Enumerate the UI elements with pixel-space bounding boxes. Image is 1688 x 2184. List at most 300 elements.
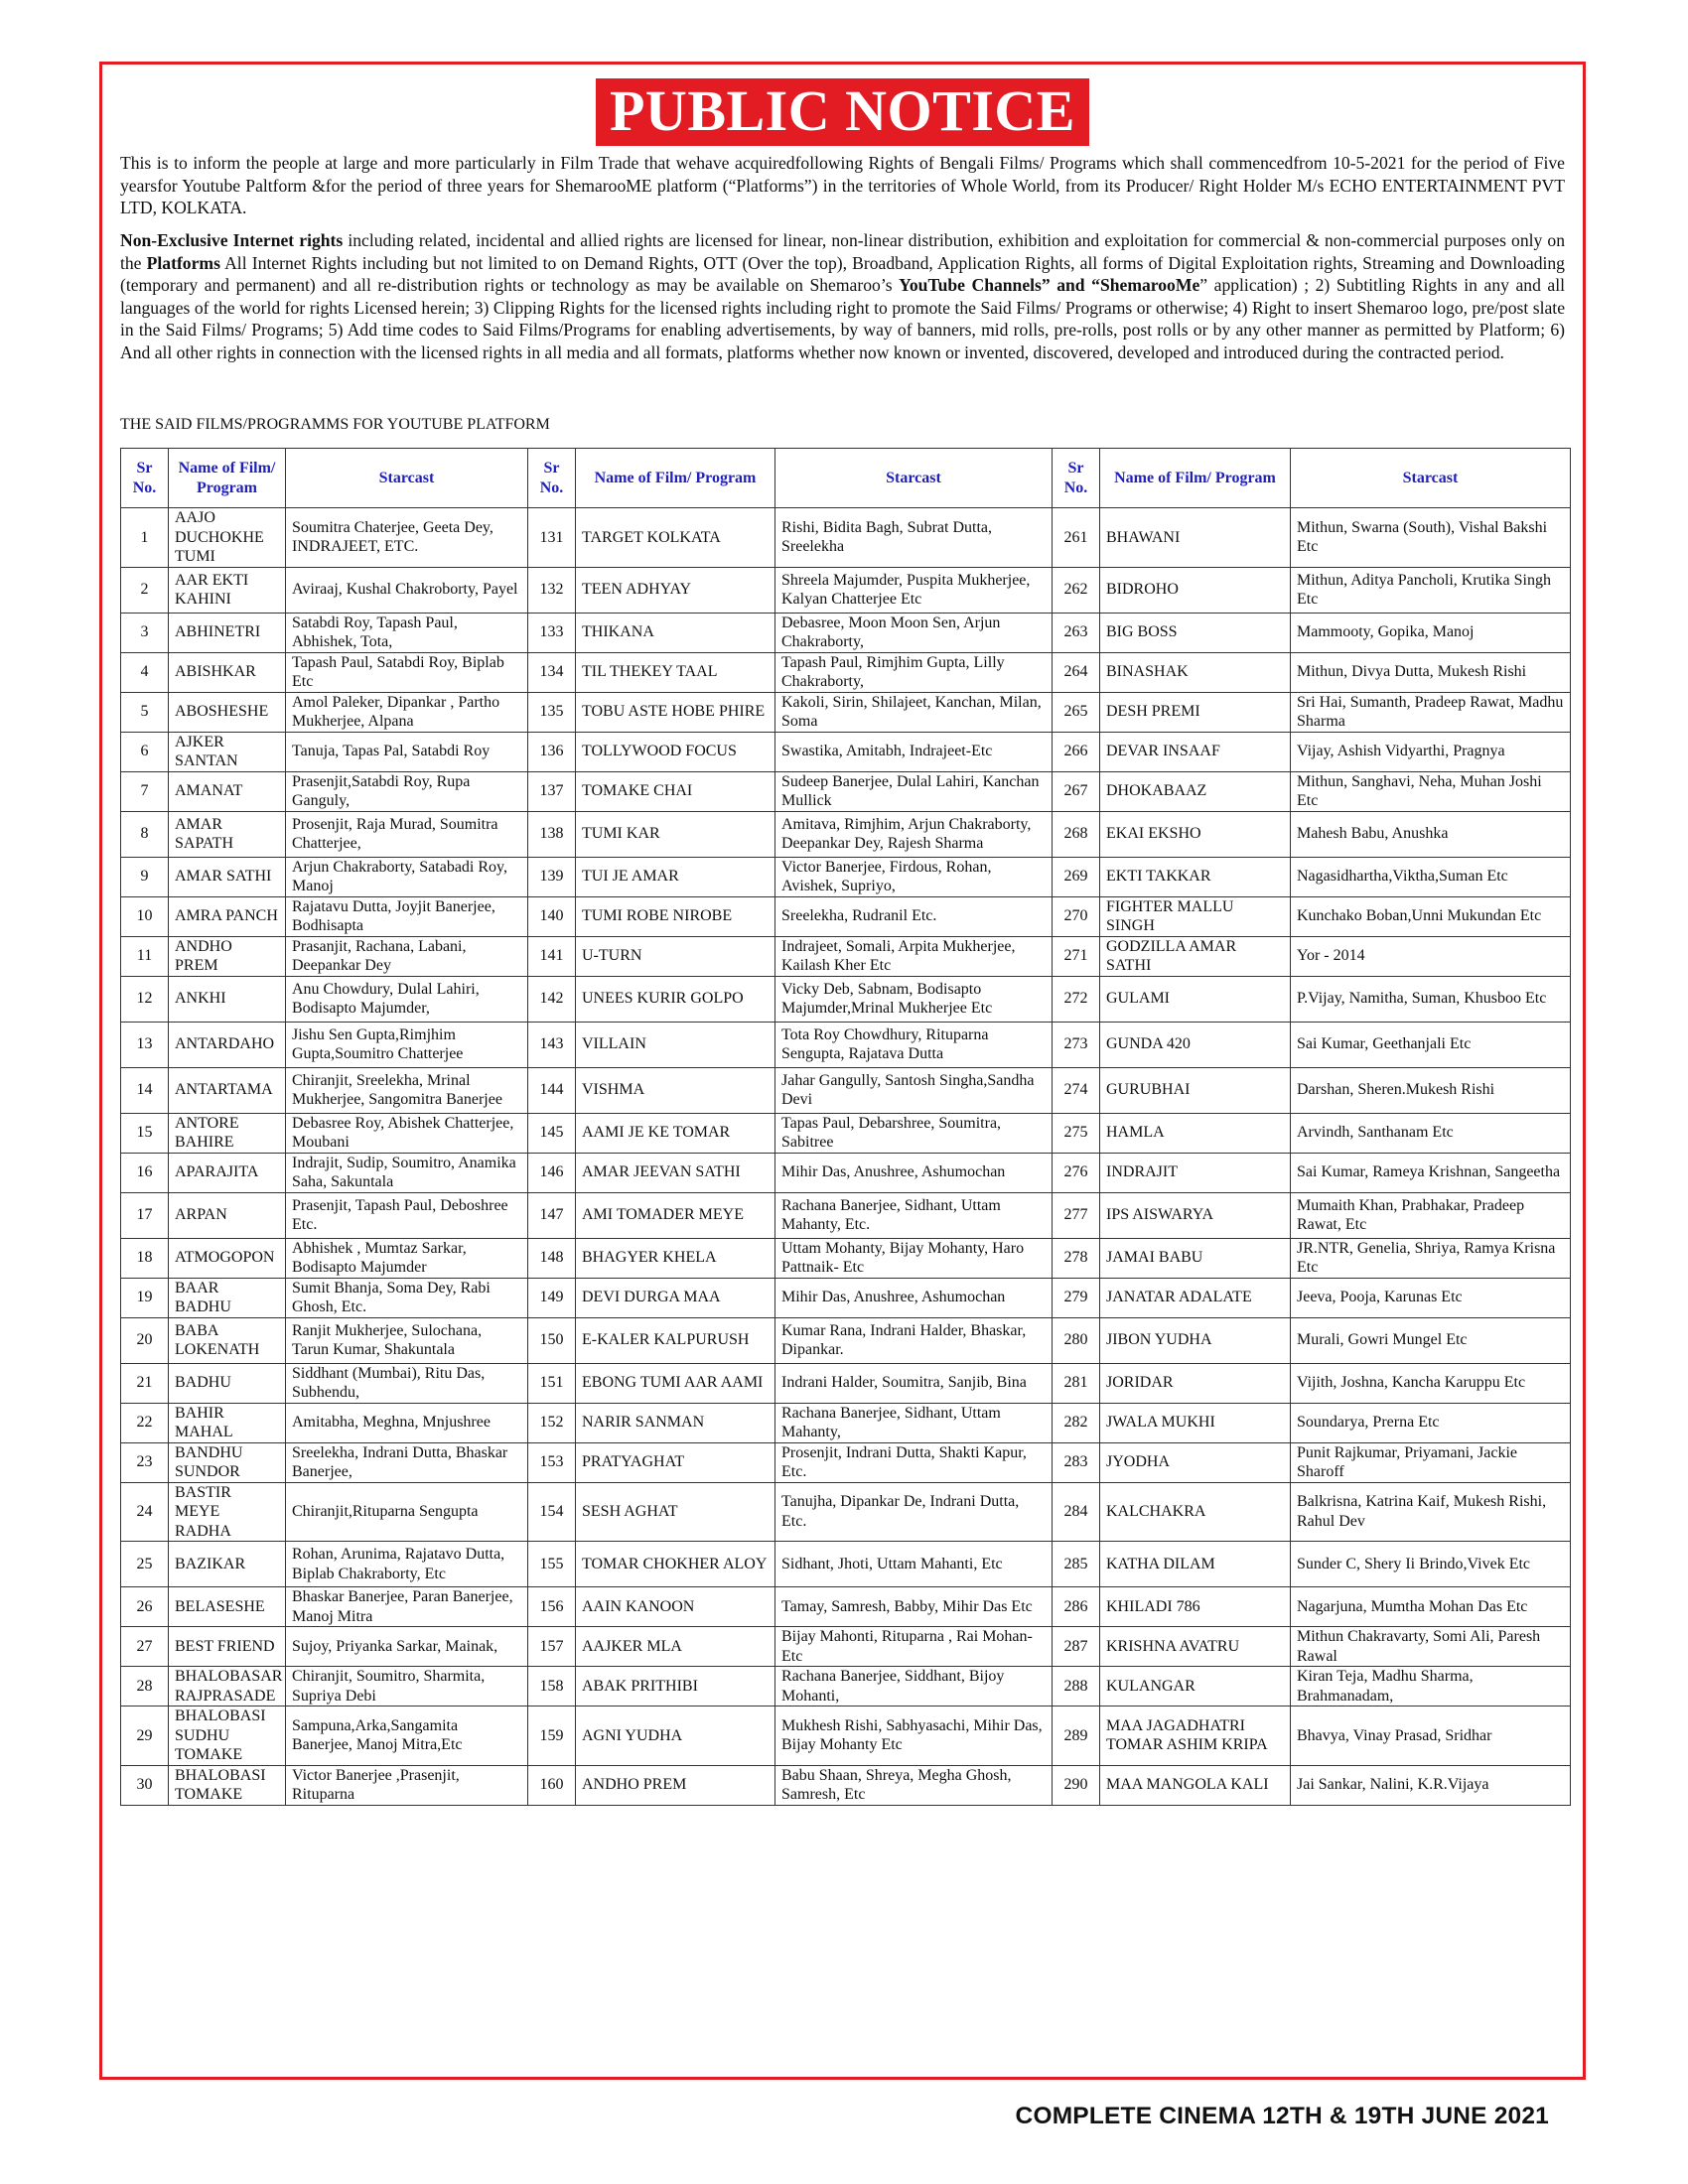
cell-starcast: Mithun Chakravarty, Somi Ali, Paresh Rawal: [1291, 1627, 1571, 1667]
cell-film-name: TUI JE AMAR: [576, 857, 775, 896]
cell-film-name: EBONG TUMI AAR AAMI: [576, 1363, 775, 1403]
cell-starcast: Shreela Majumder, Puspita Mukherjee, Kalyan Chatterjee Etc: [775, 567, 1053, 613]
cell-starcast: Amitava, Rimjhim, Arjun Chakraborty, Deepankar Dey, Rajesh Sharma: [775, 811, 1053, 857]
cell-sr-no: 270: [1053, 896, 1100, 936]
cell-film-name: KATHA DILAM: [1100, 1542, 1291, 1587]
cell-film-name: APARAJITA: [169, 1153, 286, 1192]
cell-starcast: Rajatavu Dutta, Joyjit Banerjee, Bodhisapta: [286, 896, 528, 936]
cell-film-name: TEEN ADHYAY: [576, 567, 775, 613]
table-row: [121, 508, 1571, 568]
cell-starcast: Mithun, Divya Dutta, Mukesh Rishi: [1291, 652, 1571, 692]
cell-starcast: Kunchako Boban,Unni Mukundan Etc: [1291, 896, 1571, 936]
cell-starcast: Sumit Bhanja, Soma Dey, Rabi Ghosh, Etc.: [286, 1278, 528, 1317]
cell-starcast: Prasenjit,Satabdi Roy, Rupa Ganguly,: [286, 771, 528, 811]
cell-film-name: AAMI JE KE TOMAR: [576, 1113, 775, 1153]
table-row: [121, 976, 1571, 1022]
cell-starcast: Nagasidhartha,Viktha,Suman Etc: [1291, 857, 1571, 896]
cell-starcast: Jeeva, Pooja, Karunas Etc: [1291, 1278, 1571, 1317]
cell-starcast: Prosenjit, Raja Murad, Soumitra Chatterjee,: [286, 811, 528, 857]
cell-film-name: BHAWANI: [1100, 508, 1291, 568]
cell-film-name: VISHMA: [576, 1067, 775, 1113]
cell-sr-no: 2: [121, 567, 169, 613]
cell-starcast: JR.NTR, Genelia, Shriya, Ramya Krisna Etc: [1291, 1238, 1571, 1278]
table-row: [121, 1482, 1571, 1542]
rights-text-1: including related, incidental and allied rights are licensed for linear, non-linear distribution, exhibition and exploitation for commercial & non-commercial purposes only on the: [120, 230, 1565, 273]
cell-sr-no: 134: [528, 652, 576, 692]
cell-starcast: Mumaith Khan, Prabhakar, Pradeep Rawat, Etc: [1291, 1192, 1571, 1238]
table-row: [121, 811, 1571, 857]
rights-text-2: All Internet Rights including but not limited to on Demand Rights, OTT (Over the top), Broadband, Application Rights, all forms of Digital Exploitation rights, Streaming and Downloading (temporary and permanent) and all re-distribution rights or technology as may be available on Shemaroo’s: [120, 252, 1565, 296]
cell-sr-no: 5: [121, 692, 169, 732]
cell-starcast: Mukhesh Rishi, Sabhyasachi, Mihir Das, Bijay Mohanty Etc: [775, 1706, 1053, 1766]
film-table: [120, 448, 1571, 1806]
cell-film-name: KHILADI 786: [1100, 1587, 1291, 1627]
cell-film-name: DHOKABAAZ: [1100, 771, 1291, 811]
cell-sr-no: 23: [121, 1442, 169, 1482]
cell-starcast: Punit Rajkumar, Priyamani, Jackie Sharoff: [1291, 1442, 1571, 1482]
cell-sr-no: 131: [528, 508, 576, 568]
cell-sr-no: 261: [1053, 508, 1100, 568]
cell-sr-no: 154: [528, 1482, 576, 1542]
table-row: [121, 1022, 1571, 1067]
cell-starcast: Sai Kumar, Geethanjali Etc: [1291, 1022, 1571, 1067]
cell-film-name: BINASHAK: [1100, 652, 1291, 692]
cell-sr-no: 25: [121, 1542, 169, 1587]
cell-sr-no: 8: [121, 811, 169, 857]
cell-starcast: Sampuna,Arka,Sangamita Banerjee, Manoj Mitra,Etc: [286, 1706, 528, 1766]
cell-film-name: ABOSHESHE: [169, 692, 286, 732]
cell-sr-no: 9: [121, 857, 169, 896]
cell-starcast: Mithun, Sanghavi, Neha, Muhan Joshi Etc: [1291, 771, 1571, 811]
cell-sr-no: 27: [121, 1627, 169, 1667]
cell-sr-no: 19: [121, 1278, 169, 1317]
cell-sr-no: 22: [121, 1403, 169, 1442]
cell-sr-no: 145: [528, 1113, 576, 1153]
cell-starcast: Sreelekha, Indrani Dutta, Bhaskar Banerjee,: [286, 1442, 528, 1482]
cell-starcast: Balkrisna, Katrina Kaif, Mukesh Rishi, Rahul Dev: [1291, 1482, 1571, 1542]
cell-film-name: ABHINETRI: [169, 613, 286, 652]
cell-film-name: U-TURN: [576, 936, 775, 976]
table-row: [121, 896, 1571, 936]
cell-sr-no: 285: [1053, 1542, 1100, 1587]
cell-film-name: EKAI EKSHO: [1100, 811, 1291, 857]
cell-starcast: Kiran Teja, Madhu Sharma, Brahmanadam,: [1291, 1667, 1571, 1706]
cell-starcast: Prasanjit, Rachana, Labani, Deepankar Dey: [286, 936, 528, 976]
cell-film-name: UNEES KURIR GOLPO: [576, 976, 775, 1022]
cell-starcast: Victor Banerjee ,Prasenjit, Rituparna: [286, 1765, 528, 1805]
cell-film-name: AMI TOMADER MEYE: [576, 1192, 775, 1238]
rights-text-3: ” application) ; 2) Subtitling Rights in any and all languages of the world for rights Licensed herein; 3) Clipping Rights for the licensed rights including right to promote the Said Films/ Programs or otherwise; 4) Right to insert Shemaroo logo, pre/post slate in the Said Films/ Programs; 5) Add time codes to Said Films/Programs for enabling advertisements, by way of banners, mid rolls, pre-rolls, post rolls or by any other manner as permitted by Platform; 6) And all other rights in connection with the licensed rights in all media and all formats, platforms whether now known or invented, discovered, developed and introduced during the contracted period.: [120, 275, 1565, 362]
cell-starcast: Darshan, Sheren.Mukesh Rishi: [1291, 1067, 1571, 1113]
cell-starcast: Indrajeet, Somali, Arpita Mukherjee, Kailash Kher Etc: [775, 936, 1053, 976]
cell-film-name: HAMLA: [1100, 1113, 1291, 1153]
cell-film-name: BHALOBASAR RAJPRASADE: [169, 1667, 286, 1706]
rights-bold-3: YouTube Channels” and “ShemarooMe: [899, 275, 1200, 296]
cell-starcast: Chiranjit,Rituparna Sengupta: [286, 1482, 528, 1542]
cell-film-name: BANDHU SUNDOR: [169, 1442, 286, 1482]
cell-sr-no: 29: [121, 1706, 169, 1766]
header-film-name: Name of Film/ Program: [169, 449, 286, 508]
table-row: [121, 1278, 1571, 1317]
cell-film-name: BHALOBASI SUDHU TOMAKE: [169, 1706, 286, 1766]
cell-starcast: Indrajit, Sudip, Soumitro, Anamika Saha, Sakuntala: [286, 1153, 528, 1192]
intro-paragraph: This is to inform the people at large and more particularly in Film Trade that wehave acquiredfollowing Rights of Bengali Films/ Programs which shall commencedfrom 10-5-2021 for the period of Five yearsfor Youtube Paltform &for the period of three years for ShemarooME platform (“Platforms”) in the territories of Whole World, from its Producer/ Right Holder M/s ECHO ENTERTAINMENT PVT LTD, KOLKATA.: [120, 153, 1565, 218]
cell-starcast: Arvindh, Santhanam Etc: [1291, 1113, 1571, 1153]
cell-film-name: AMAR SATHI: [169, 857, 286, 896]
cell-starcast: Rishi, Bidita Bagh, Subrat Dutta, Sreelekha: [775, 508, 1053, 568]
cell-film-name: TUMI KAR: [576, 811, 775, 857]
cell-sr-no: 151: [528, 1363, 576, 1403]
cell-sr-no: 141: [528, 936, 576, 976]
cell-starcast: Tamay, Samresh, Babby, Mihir Das Etc: [775, 1587, 1053, 1627]
cell-sr-no: 26: [121, 1587, 169, 1627]
cell-sr-no: 290: [1053, 1765, 1100, 1805]
cell-starcast: Vicky Deb, Sabnam, Bodisapto Majumder,Mrinal Mukherjee Etc: [775, 976, 1053, 1022]
cell-starcast: Tapas Paul, Debarshree, Soumitra, Sabitree: [775, 1113, 1053, 1153]
cell-sr-no: 15: [121, 1113, 169, 1153]
cell-film-name: E-KALER KALPURUSH: [576, 1317, 775, 1363]
notice-frame: [99, 62, 1586, 2080]
cell-sr-no: 159: [528, 1706, 576, 1766]
cell-film-name: BAHIR MAHAL: [169, 1403, 286, 1442]
cell-sr-no: 142: [528, 976, 576, 1022]
cell-sr-no: 269: [1053, 857, 1100, 896]
cell-starcast: Debasree Roy, Abishek Chatterjee, Moubani: [286, 1113, 528, 1153]
cell-sr-no: 137: [528, 771, 576, 811]
cell-starcast: P.Vijay, Namitha, Suman, Khusboo Etc: [1291, 976, 1571, 1022]
cell-sr-no: 278: [1053, 1238, 1100, 1278]
cell-starcast: Tota Roy Chowdhury, Rituparna Sengupta, Rajatava Dutta: [775, 1022, 1053, 1067]
cell-starcast: Soundarya, Prerna Etc: [1291, 1403, 1571, 1442]
cell-film-name: IPS AISWARYA: [1100, 1192, 1291, 1238]
cell-starcast: Mihir Das, Anushree, Ashumochan: [775, 1153, 1053, 1192]
cell-sr-no: 132: [528, 567, 576, 613]
cell-sr-no: 4: [121, 652, 169, 692]
cell-film-name: BHAGYER KHELA: [576, 1238, 775, 1278]
cell-sr-no: 21: [121, 1363, 169, 1403]
cell-sr-no: 11: [121, 936, 169, 976]
cell-film-name: ANTORE BAHIRE: [169, 1113, 286, 1153]
cell-starcast: Tapash Paul, Rimjhim Gupta, Lilly Chakraborty,: [775, 652, 1053, 692]
cell-film-name: ANKHI: [169, 976, 286, 1022]
cell-film-name: BHALOBASI TOMAKE: [169, 1765, 286, 1805]
header-sr-no: Sr No.: [121, 449, 169, 508]
header-starcast: Starcast: [1291, 449, 1571, 508]
table-row: [121, 1667, 1571, 1706]
cell-sr-no: 152: [528, 1403, 576, 1442]
cell-starcast: Abhishek , Mumtaz Sarkar, Bodisapto Majumder: [286, 1238, 528, 1278]
cell-starcast: Sai Kumar, Rameya Krishnan, Sangeetha: [1291, 1153, 1571, 1192]
cell-starcast: Yor - 2014: [1291, 936, 1571, 976]
cell-sr-no: 150: [528, 1317, 576, 1363]
cell-film-name: KRISHNA AVATRU: [1100, 1627, 1291, 1667]
cell-film-name: DESH PREMI: [1100, 692, 1291, 732]
cell-sr-no: 156: [528, 1587, 576, 1627]
cell-sr-no: 268: [1053, 811, 1100, 857]
cell-starcast: Debasree, Moon Moon Sen, Arjun Chakraborty,: [775, 613, 1053, 652]
cell-film-name: TOLLYWOOD FOCUS: [576, 732, 775, 771]
cell-sr-no: 1: [121, 508, 169, 568]
table-row: [121, 1627, 1571, 1667]
cell-starcast: Prasenjit, Tapash Paul, Deboshree Etc.: [286, 1192, 528, 1238]
cell-film-name: KULANGAR: [1100, 1667, 1291, 1706]
cell-starcast: Kumar Rana, Indrani Halder, Bhaskar, Dipankar.: [775, 1317, 1053, 1363]
cell-starcast: Sri Hai, Sumanth, Pradeep Rawat, Madhu Sharma: [1291, 692, 1571, 732]
cell-film-name: AMAR SAPATH: [169, 811, 286, 857]
cell-film-name: GURUBHAI: [1100, 1067, 1291, 1113]
cell-sr-no: 30: [121, 1765, 169, 1805]
cell-film-name: TOMAR CHOKHER ALOY: [576, 1542, 775, 1587]
cell-film-name: ANTARTAMA: [169, 1067, 286, 1113]
cell-sr-no: 277: [1053, 1192, 1100, 1238]
header-starcast: Starcast: [775, 449, 1053, 508]
cell-sr-no: 135: [528, 692, 576, 732]
cell-sr-no: 158: [528, 1667, 576, 1706]
cell-sr-no: 3: [121, 613, 169, 652]
cell-film-name: BEST FRIEND: [169, 1627, 286, 1667]
cell-starcast: Mammooty, Gopika, Manoj: [1291, 613, 1571, 652]
cell-starcast: Bijay Mahonti, Rituparna , Rai Mohan-Etc: [775, 1627, 1053, 1667]
table-row: [121, 1587, 1571, 1627]
cell-sr-no: 160: [528, 1765, 576, 1805]
cell-film-name: AAJKER MLA: [576, 1627, 775, 1667]
cell-starcast: Anu Chowdury, Dulal Lahiri, Bodisapto Majumder,: [286, 976, 528, 1022]
cell-starcast: Sreelekha, Rudranil Etc.: [775, 896, 1053, 936]
cell-sr-no: 289: [1053, 1706, 1100, 1766]
table-header-row: [121, 449, 1571, 508]
cell-film-name: JIBON YUDHA: [1100, 1317, 1291, 1363]
cell-film-name: DEVI DURGA MAA: [576, 1278, 775, 1317]
cell-starcast: Nagarjuna, Mumtha Mohan Das Etc: [1291, 1587, 1571, 1627]
cell-sr-no: 144: [528, 1067, 576, 1113]
cell-film-name: AGNI YUDHA: [576, 1706, 775, 1766]
cell-starcast: Bhaskar Banerjee, Paran Banerjee, Manoj Mitra: [286, 1587, 528, 1627]
cell-starcast: Babu Shaan, Shreya, Megha Ghosh, Samresh, Etc: [775, 1765, 1053, 1805]
cell-film-name: BIDROHO: [1100, 567, 1291, 613]
cell-film-name: ABISHKAR: [169, 652, 286, 692]
cell-sr-no: 13: [121, 1022, 169, 1067]
cell-starcast: Chiranjit, Sreelekha, Mrinal Mukherjee, Sangomitra Banerjee: [286, 1067, 528, 1113]
table-row: [121, 1238, 1571, 1278]
cell-film-name: SESH AGHAT: [576, 1482, 775, 1542]
cell-sr-no: 275: [1053, 1113, 1100, 1153]
cell-film-name: ABAK PRITHIBI: [576, 1667, 775, 1706]
cell-film-name: BADHU: [169, 1363, 286, 1403]
cell-sr-no: 149: [528, 1278, 576, 1317]
cell-sr-no: 286: [1053, 1587, 1100, 1627]
cell-starcast: Rachana Banerjee, Sidhant, Uttam Mahanty, Etc.: [775, 1192, 1053, 1238]
cell-film-name: AMRA PANCH: [169, 896, 286, 936]
cell-starcast: Soumitra Chaterjee, Geeta Dey, INDRAJEET, ETC.: [286, 508, 528, 568]
table-row: [121, 567, 1571, 613]
cell-film-name: AAR EKTI KAHINI: [169, 567, 286, 613]
cell-film-name: ATMOGOPON: [169, 1238, 286, 1278]
cell-starcast: Swastika, Amitabh, Indrajeet-Etc: [775, 732, 1053, 771]
cell-sr-no: 6: [121, 732, 169, 771]
cell-film-name: TIL THEKEY TAAL: [576, 652, 775, 692]
cell-sr-no: 279: [1053, 1278, 1100, 1317]
table-row: [121, 1706, 1571, 1766]
cell-sr-no: 140: [528, 896, 576, 936]
cell-film-name: BAZIKAR: [169, 1542, 286, 1587]
cell-starcast: Victor Banerjee, Firdous, Rohan, Avishek, Supriyo,: [775, 857, 1053, 896]
cell-starcast: Mihir Das, Anushree, Ashumochan: [775, 1278, 1053, 1317]
cell-film-name: JANATAR ADALATE: [1100, 1278, 1291, 1317]
cell-film-name: FIGHTER MALLU SINGH: [1100, 896, 1291, 936]
cell-starcast: Jai Sankar, Nalini, K.R.Vijaya: [1291, 1765, 1571, 1805]
table-row: [121, 652, 1571, 692]
header-film-name: Name of Film/ Program: [576, 449, 775, 508]
cell-sr-no: 20: [121, 1317, 169, 1363]
table-row: [121, 1442, 1571, 1482]
table-row: [121, 1317, 1571, 1363]
cell-film-name: JAMAI BABU: [1100, 1238, 1291, 1278]
notice-title: PUBLIC NOTICE: [596, 78, 1089, 146]
cell-sr-no: 28: [121, 1667, 169, 1706]
cell-starcast: Chiranjit, Soumitro, Sharmita, Supriya Debi: [286, 1667, 528, 1706]
title-wrap: [102, 78, 1583, 146]
cell-sr-no: 281: [1053, 1363, 1100, 1403]
cell-sr-no: 276: [1053, 1153, 1100, 1192]
cell-sr-no: 7: [121, 771, 169, 811]
table-row: [121, 1403, 1571, 1442]
cell-film-name: ARPAN: [169, 1192, 286, 1238]
cell-starcast: Jishu Sen Gupta,Rimjhim Gupta,Soumitro Chatterjee: [286, 1022, 528, 1067]
cell-sr-no: 24: [121, 1482, 169, 1542]
table-row: [121, 1765, 1571, 1805]
cell-sr-no: 263: [1053, 613, 1100, 652]
cell-starcast: Vijith, Joshna, Kancha Karuppu Etc: [1291, 1363, 1571, 1403]
cell-film-name: GULAMI: [1100, 976, 1291, 1022]
cell-film-name: EKTI TAKKAR: [1100, 857, 1291, 896]
cell-sr-no: 133: [528, 613, 576, 652]
cell-sr-no: 271: [1053, 936, 1100, 976]
header-starcast: Starcast: [286, 449, 528, 508]
publication-footer: COMPLETE CINEMA 12TH & 19TH JUNE 2021: [1015, 2103, 1549, 2129]
cell-sr-no: 262: [1053, 567, 1100, 613]
youtube-platform-heading: THE SAID FILMS/PROGRAMMS FOR YOUTUBE PLATFORM: [120, 416, 550, 433]
cell-sr-no: 146: [528, 1153, 576, 1192]
cell-film-name: TARGET KOLKATA: [576, 508, 775, 568]
cell-starcast: Sudeep Banerjee, Dulal Lahiri, Kanchan Mullick: [775, 771, 1053, 811]
cell-sr-no: 12: [121, 976, 169, 1022]
cell-starcast: Aviraaj, Kushal Chakroborty, Payel: [286, 567, 528, 613]
cell-starcast: Sunder C, Shery Ii Brindo,Vivek Etc: [1291, 1542, 1571, 1587]
cell-sr-no: 272: [1053, 976, 1100, 1022]
header-sr-no: Sr No.: [1053, 449, 1100, 508]
cell-sr-no: 266: [1053, 732, 1100, 771]
cell-film-name: TOBU ASTE HOBE PHIRE: [576, 692, 775, 732]
cell-film-name: MAA MANGOLA KALI: [1100, 1765, 1291, 1805]
cell-starcast: Prosenjit, Indrani Dutta, Shakti Kapur, Etc.: [775, 1442, 1053, 1482]
cell-sr-no: 136: [528, 732, 576, 771]
cell-starcast: Rohan, Arunima, Rajatavo Dutta, Biplab Chakraborty, Etc: [286, 1542, 528, 1587]
cell-film-name: AAIN KANOON: [576, 1587, 775, 1627]
cell-sr-no: 284: [1053, 1482, 1100, 1542]
rights-bold-1: Non-Exclusive Internet rights: [120, 230, 344, 250]
cell-film-name: BASTIR MEYE RADHA: [169, 1482, 286, 1542]
cell-film-name: GUNDA 420: [1100, 1022, 1291, 1067]
cell-sr-no: 16: [121, 1153, 169, 1192]
table-row: [121, 732, 1571, 771]
cell-starcast: Mahesh Babu, Anushka: [1291, 811, 1571, 857]
cell-sr-no: 157: [528, 1627, 576, 1667]
table-row: [121, 1363, 1571, 1403]
cell-sr-no: 274: [1053, 1067, 1100, 1113]
rights-paragraph: [120, 229, 1565, 364]
cell-film-name: GODZILLA AMAR SATHI: [1100, 936, 1291, 976]
table-row: [121, 1067, 1571, 1113]
cell-sr-no: 265: [1053, 692, 1100, 732]
header-film-name: Name of Film/ Program: [1100, 449, 1291, 508]
cell-film-name: ANDHO PREM: [576, 1765, 775, 1805]
film-table-body: [121, 508, 1571, 1806]
cell-starcast: Rachana Banerjee, Sidhant, Uttam Mahanty,: [775, 1403, 1053, 1442]
cell-sr-no: 143: [528, 1022, 576, 1067]
cell-sr-no: 282: [1053, 1403, 1100, 1442]
header-sr-no: Sr No.: [528, 449, 576, 508]
cell-film-name: THIKANA: [576, 613, 775, 652]
cell-starcast: Tapash Paul, Satabdi Roy, Biplab Etc: [286, 652, 528, 692]
cell-sr-no: 139: [528, 857, 576, 896]
cell-starcast: Mithun, Swarna (South), Vishal Bakshi Etc: [1291, 508, 1571, 568]
table-row: [121, 692, 1571, 732]
cell-starcast: Satabdi Roy, Tapash Paul, Abhishek, Tota,: [286, 613, 528, 652]
cell-sr-no: 138: [528, 811, 576, 857]
cell-starcast: Sidhant, Jhoti, Uttam Mahanti, Etc: [775, 1542, 1053, 1587]
cell-film-name: AMANAT: [169, 771, 286, 811]
table-row: [121, 936, 1571, 976]
cell-film-name: BAAR BADHU: [169, 1278, 286, 1317]
cell-sr-no: 147: [528, 1192, 576, 1238]
cell-film-name: TOMAKE CHAI: [576, 771, 775, 811]
cell-starcast: Ranjit Mukherjee, Sulochana, Tarun Kumar, Shakuntala: [286, 1317, 528, 1363]
cell-starcast: Indrani Halder, Soumitra, Sanjib, Bina: [775, 1363, 1053, 1403]
cell-film-name: ANDHO PREM: [169, 936, 286, 976]
cell-film-name: INDRAJIT: [1100, 1153, 1291, 1192]
table-row: [121, 1113, 1571, 1153]
cell-film-name: ANTARDAHO: [169, 1022, 286, 1067]
cell-film-name: PRATYAGHAT: [576, 1442, 775, 1482]
cell-starcast: Jahar Gangully, Santosh Singha,Sandha Devi: [775, 1067, 1053, 1113]
cell-film-name: AAJO DUCHOKHE TUMI: [169, 508, 286, 568]
cell-film-name: JWALA MUKHI: [1100, 1403, 1291, 1442]
cell-sr-no: 287: [1053, 1627, 1100, 1667]
table-row: [121, 613, 1571, 652]
table-row: [121, 1542, 1571, 1587]
cell-sr-no: 280: [1053, 1317, 1100, 1363]
cell-sr-no: 17: [121, 1192, 169, 1238]
cell-sr-no: 155: [528, 1542, 576, 1587]
cell-film-name: JYODHA: [1100, 1442, 1291, 1482]
table-row: [121, 857, 1571, 896]
cell-sr-no: 14: [121, 1067, 169, 1113]
cell-film-name: TUMI ROBE NIROBE: [576, 896, 775, 936]
cell-starcast: Bhavya, Vinay Prasad, Sridhar: [1291, 1706, 1571, 1766]
cell-starcast: Sujoy, Priyanka Sarkar, Mainak,: [286, 1627, 528, 1667]
cell-film-name: AMAR JEEVAN SATHI: [576, 1153, 775, 1192]
rights-bold-2: Platforms: [146, 252, 220, 273]
cell-sr-no: 153: [528, 1442, 576, 1482]
cell-film-name: KALCHAKRA: [1100, 1482, 1291, 1542]
table-row: [121, 1192, 1571, 1238]
cell-film-name: AJKER SANTAN: [169, 732, 286, 771]
cell-sr-no: 273: [1053, 1022, 1100, 1067]
cell-starcast: Amitabha, Meghna, Mnjushree: [286, 1403, 528, 1442]
cell-film-name: VILLAIN: [576, 1022, 775, 1067]
cell-sr-no: 288: [1053, 1667, 1100, 1706]
cell-film-name: DEVAR INSAAF: [1100, 732, 1291, 771]
